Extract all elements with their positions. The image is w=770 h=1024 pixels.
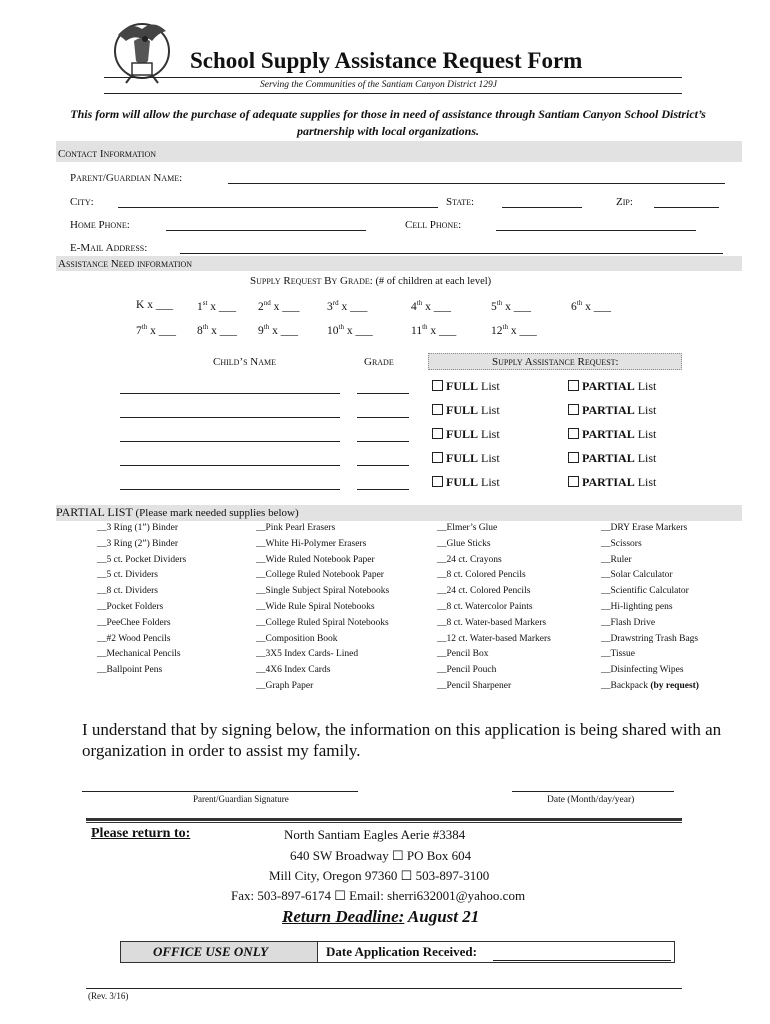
child-name-field[interactable] xyxy=(120,465,340,466)
consent-statement: I understand that by signing below, the information on this application is being shared with an organization in order to assist my family. xyxy=(82,720,722,760)
supply-item[interactable]: __Elmer’s Glue xyxy=(437,523,498,533)
partial-list-checkbox[interactable]: PARTIAL List xyxy=(568,451,656,466)
checkbox-icon[interactable] xyxy=(432,380,443,391)
supply-item[interactable]: __Hi-lighting pens xyxy=(601,602,673,612)
supply-item[interactable]: __24 ct. Crayons xyxy=(437,554,502,565)
grade-count-7[interactable]: 7th x ___ xyxy=(136,323,176,337)
supply-item[interactable]: __12 ct. Water-based Markers xyxy=(437,633,551,644)
full-list-checkbox[interactable]: FULL List xyxy=(432,475,500,490)
child-grade-field[interactable] xyxy=(357,393,409,394)
supply-item[interactable]: __Glue Sticks xyxy=(437,538,491,549)
contact-heading: Contact Information xyxy=(58,148,156,160)
zip-label: Zip: xyxy=(616,196,633,208)
city-field[interactable] xyxy=(118,207,438,208)
supply-item[interactable]: __3X5 Index Cards- Lined xyxy=(256,649,359,660)
grade-count-3[interactable]: 3rd x ___ xyxy=(327,299,368,313)
cell-phone-field[interactable] xyxy=(496,230,696,231)
supply-item[interactable]: __Ballpoint Pens xyxy=(97,665,163,676)
full-list-checkbox[interactable]: FULL List xyxy=(432,451,500,466)
supply-item[interactable]: __College Ruled Notebook Paper xyxy=(256,570,384,581)
supply-item[interactable]: __5 ct. Dividers xyxy=(97,570,158,581)
supply-item[interactable]: __24 ct. Colored Pencils xyxy=(437,586,531,597)
partial-list-heading: PARTIAL LIST xyxy=(56,505,133,519)
supply-item[interactable]: __3 Ring (1”) Binder xyxy=(97,523,179,533)
checkbox-icon[interactable] xyxy=(432,476,443,487)
signature-field[interactable] xyxy=(82,791,358,792)
signature-label: Parent/Guardian Signature xyxy=(193,794,289,804)
child-name-header: Child’s Name xyxy=(213,356,277,368)
date-received-field[interactable] xyxy=(493,960,671,961)
city-label: City: xyxy=(70,196,94,208)
supply-item[interactable]: __Drawstring Trash Bags xyxy=(601,633,699,644)
supply-item[interactable]: __Single Subject Spiral Notebooks xyxy=(256,586,390,597)
date-received-label: Date Application Received: xyxy=(326,944,477,959)
supply-item[interactable]: __8 ct. Dividers xyxy=(97,586,158,597)
supply-item[interactable]: __5 ct. Pocket Dividers xyxy=(97,554,187,565)
supply-item[interactable]: __Backpack (by request) xyxy=(601,681,699,691)
full-list-checkbox[interactable]: FULL List xyxy=(432,403,500,418)
partial-list-checkbox[interactable]: PARTIAL List xyxy=(568,403,656,418)
supply-request-note: (# of children at each level) xyxy=(375,276,492,287)
grade-count-4[interactable]: 4th x ___ xyxy=(411,299,451,313)
grade-count-11[interactable]: 11th x ___ xyxy=(411,323,457,337)
return-line-2: 640 SW Broadway ☐ PO Box 604 xyxy=(290,848,472,863)
checkbox-icon[interactable] xyxy=(432,428,443,439)
full-list-checkbox[interactable]: FULL List xyxy=(432,427,500,442)
grade-count-K[interactable]: K x ___ xyxy=(136,299,174,311)
child-grade-field[interactable] xyxy=(357,441,409,442)
supply-item[interactable]: __Pencil Box xyxy=(437,649,489,660)
child-grade-field[interactable] xyxy=(357,417,409,418)
grade-count-5[interactable]: 5th x ___ xyxy=(491,299,531,313)
supply-item[interactable]: __Pencil Sharpener xyxy=(437,681,512,691)
form-title: School Supply Assistance Request Form xyxy=(190,48,583,73)
supply-item[interactable]: __Disinfecting Wipes xyxy=(601,665,684,676)
supply-item[interactable]: __Pink Pearl Erasers xyxy=(256,523,336,533)
grade-count-6[interactable]: 6th x ___ xyxy=(571,299,611,313)
grade-header: Grade xyxy=(364,356,394,368)
partial-list-checkbox[interactable]: PARTIAL List xyxy=(568,379,656,394)
partial-list-checkbox[interactable]: PARTIAL List xyxy=(568,427,656,442)
revision: (Rev. 3/16) xyxy=(88,991,129,1001)
return-line-3: Mill City, Oregon 97360 ☐ 503-897-3100 xyxy=(269,868,490,883)
supply-item[interactable]: __White Hi-Polymer Erasers xyxy=(256,538,367,549)
child-name-field[interactable] xyxy=(120,489,340,490)
checkbox-icon[interactable] xyxy=(432,452,443,463)
supply-item[interactable]: __PeeChee Folders xyxy=(97,617,171,628)
grade-count-8[interactable]: 8th x ___ xyxy=(197,323,237,337)
child-name-field[interactable] xyxy=(120,393,340,394)
supply-item[interactable]: __8 ct. Watercolor Paints xyxy=(437,602,533,612)
checkbox-icon[interactable] xyxy=(568,404,579,415)
backpack-note: (by request) xyxy=(650,681,699,691)
parent-name-label: Parent/Guardian Name: xyxy=(70,172,183,184)
supply-item[interactable]: __3 Ring (2”) Binder xyxy=(97,538,179,549)
full-list-checkbox[interactable]: FULL List xyxy=(432,379,500,394)
partial-list-heading-line xyxy=(56,505,299,520)
supply-item[interactable]: __DRY Erase Markers xyxy=(601,523,688,533)
grade-count-9[interactable]: 9th x ___ xyxy=(258,323,298,337)
date-label: Date (Month/day/year) xyxy=(547,795,635,805)
zip-field[interactable] xyxy=(654,207,719,208)
child-grade-field[interactable] xyxy=(357,489,409,490)
supply-item[interactable]: __8 ct. Colored Pencils xyxy=(437,570,526,581)
checkbox-icon[interactable] xyxy=(432,404,443,415)
supply-item[interactable]: __Wide Rule Spiral Notebooks xyxy=(256,602,375,612)
supply-request-line xyxy=(250,275,491,287)
request-header: Supply Assistance Request: xyxy=(492,356,619,368)
grade-count-12[interactable]: 12th x ___ xyxy=(491,323,537,337)
assistance-heading: Assistance Need information xyxy=(58,258,193,270)
checkbox-icon[interactable] xyxy=(568,476,579,487)
grade-count-1[interactable]: 1st x ___ xyxy=(197,299,237,313)
supply-item[interactable]: __Composition Book xyxy=(256,633,338,644)
return-line-4: Fax: 503-897-6174 ☐ Email: sherri632001@yahoo.com xyxy=(231,888,526,903)
supply-item[interactable]: __Scissors xyxy=(601,538,642,549)
checkbox-icon[interactable] xyxy=(568,428,579,439)
email-label: E-Mail Address: xyxy=(70,242,148,254)
intro-text: This form will allow the purchase of adequate supplies for those in need of assistance through Santiam Canyon School District’s partnership with local organizations. xyxy=(70,107,706,138)
supply-item[interactable]: __4X6 Index Cards xyxy=(256,665,331,676)
email-field[interactable] xyxy=(180,253,723,254)
supply-item[interactable]: __Pencil Pouch xyxy=(437,665,497,676)
child-grade-field[interactable] xyxy=(357,465,409,466)
checkbox-icon[interactable] xyxy=(568,452,579,463)
partial-list-note: (Please mark needed supplies below) xyxy=(135,507,299,519)
deadline-value: August 21 xyxy=(404,907,480,926)
return-label: Please return to: xyxy=(91,826,191,841)
supply-item[interactable]: __Wide Ruled Notebook Paper xyxy=(256,554,375,565)
supply-item[interactable]: __#2 Wood Pencils xyxy=(97,633,171,644)
supply-item[interactable]: __Flash Drive xyxy=(601,617,656,628)
cell-phone-label: Cell Phone: xyxy=(405,219,462,231)
supply-item[interactable]: __Ruler xyxy=(601,554,632,565)
state-field[interactable] xyxy=(502,207,582,208)
grade-count-2[interactable]: 2nd x ___ xyxy=(258,299,300,313)
supply-item[interactable]: __8 ct. Water-based Markers xyxy=(437,617,547,628)
partial-list-checkbox[interactable]: PARTIAL List xyxy=(568,475,656,490)
supply-item[interactable]: __Mechanical Pencils xyxy=(97,649,181,660)
supply-item[interactable]: __Scientific Calculator xyxy=(601,586,689,597)
supply-request-label: Supply Request By Grade: xyxy=(250,275,373,287)
supply-item[interactable]: __Tissue xyxy=(601,649,635,660)
deadline-label: Return Deadline: xyxy=(282,907,405,926)
child-name-field[interactable] xyxy=(120,417,340,418)
return-line-1: North Santiam Eagles Aerie #3384 xyxy=(284,827,466,842)
supply-item[interactable]: __Pocket Folders xyxy=(97,602,164,612)
supply-item[interactable]: __College Ruled Spiral Notebooks xyxy=(256,617,389,628)
parent-name-field[interactable] xyxy=(228,183,725,184)
supply-item[interactable]: __Graph Paper xyxy=(256,681,314,691)
state-label: State: xyxy=(446,196,475,208)
date-field[interactable] xyxy=(512,791,674,792)
form-subtitle: Serving the Communities of the Santiam Canyon District 129J xyxy=(260,80,497,90)
checkbox-icon[interactable] xyxy=(568,380,579,391)
deadline xyxy=(282,907,479,927)
home-phone-field[interactable] xyxy=(166,230,366,231)
supply-item[interactable]: __Solar Calculator xyxy=(601,570,673,581)
home-phone-label: Home Phone: xyxy=(70,219,130,231)
office-use-label: OFFICE USE ONLY xyxy=(153,944,269,959)
child-name-field[interactable] xyxy=(120,441,340,442)
grade-count-10[interactable]: 10th x ___ xyxy=(327,323,373,337)
